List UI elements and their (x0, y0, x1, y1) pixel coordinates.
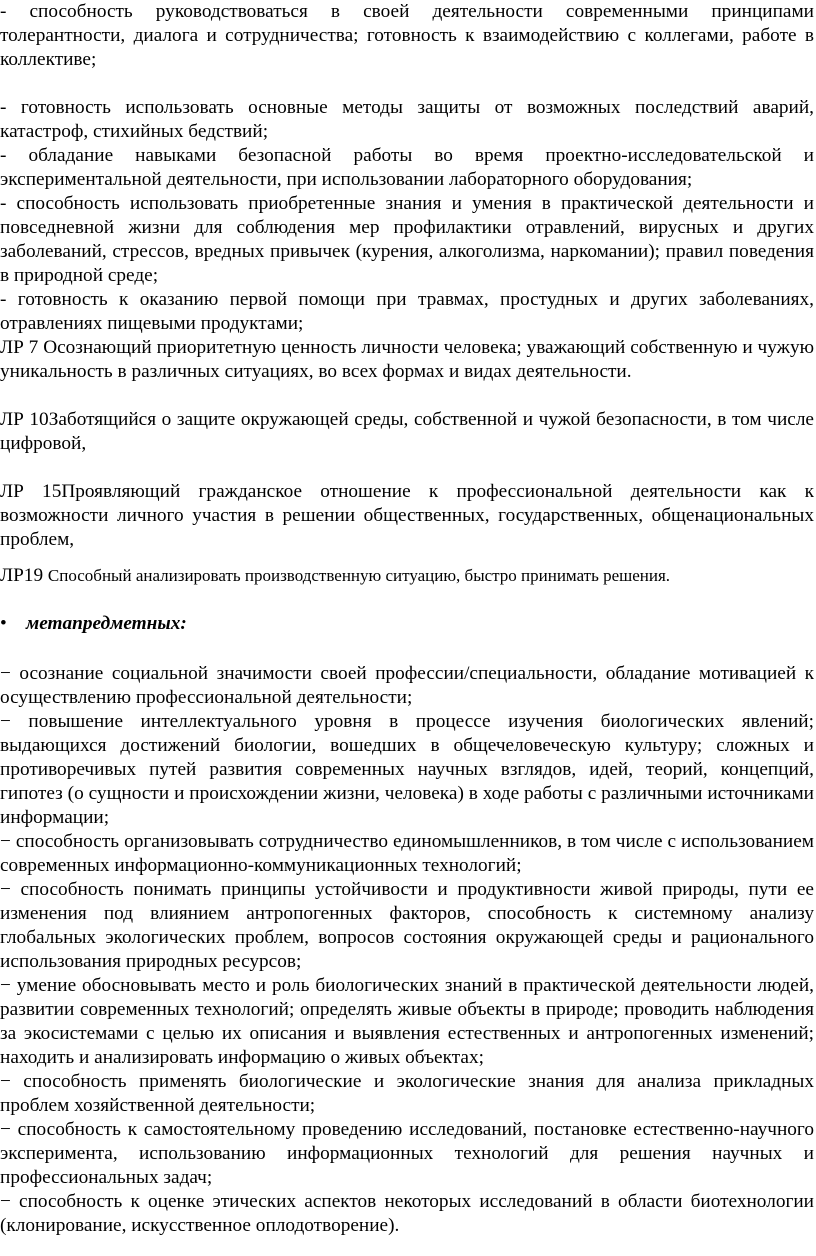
personal-item-prevention: - способность использовать приобретенные знания и умения в практической деятельности и повседневной жизни для соблюдения мер профилактики отравлений, вирусных и других заболеваний, стрессов, вредных привычек (курения, алкоголизма, наркомании); правил поведения в природной среде; (0, 193, 814, 286)
personal-item-lr10: ЛР 10Заботящийся о защите окружающей среды, собственной и чужой безопасности, в том числе цифровой, (0, 409, 814, 454)
metasubject-heading: метапредметных: (26, 613, 187, 634)
personal-item-safety: - обладание навыками безопасной работы во время проектно-исследовательской и экспериментальной деятельности, при использовании лабораторного оборудования; (0, 145, 814, 190)
personal-item-protection: - готовность использовать основные методы защиты от возможных последствий аварий, катастроф, стихийных бедствий; (0, 97, 814, 142)
meta-item-research: − способность к самостоятельному проведению исследований, постановке естественно-научного эксперимента, использованию информационных технологий для решения научных и профессиональных задач; (0, 1119, 814, 1188)
lr19-code: ЛР19 (0, 565, 48, 586)
meta-item-intellect: − повышение интеллектуального уровня в процессе изучения биологических явлений; выдающихся достижений биологии, вошедших в общечеловеческую культуру; сложных и противоречивых путей развития современных научных взглядов, идей, теорий, концепций, гипотез (о сущности и происхождении жизни, человека) в ходе работы с различными источниками информации; (0, 711, 814, 828)
section-heading-metasubject (0, 612, 814, 636)
personal-item-lr19 (0, 564, 814, 588)
meta-item-sustainability: − способность понимать принципы устойчивости и продуктивности живой природы, пути ее изменения под влиянием антропогенных факторов, способность к системному анализу глобальных экологических проблем, вопросов состояния окружающей среды и рационального использования природных ресурсов; (0, 879, 814, 972)
personal-item-tolerance: - способность руководствоваться в своей деятельности современными принципами толерантности, диалога и сотрудничества; готовность к взаимодействию с коллегами, работе в коллективе; (0, 1, 814, 70)
personal-item-first-aid: - готовность к оказанию первой помощи при травмах, простудных и других заболеваниях, отравлениях пищевыми продуктами; (0, 289, 814, 334)
meta-item-significance: − осознание социальной значимости своей профессии/специальности, обладание мотивацией к осуществлению профессиональной деятельности; (0, 663, 814, 708)
spacer (0, 588, 814, 612)
meta-item-knowledge-role: − умение обосновывать место и роль биологических знаний в практической деятельности людей, развитии современных технологий; определять живые объекты в природе; проводить наблюдения за экосистемами с целью их описания и выявления естественных и антропогенных изменений; находить и анализировать информацию о живых объектах; (0, 975, 814, 1068)
personal-item-lr15: ЛР 15Проявляющий гражданское отношение к профессиональной деятельности как к возможности личного участия в решении общественных, государственных, общенациональных проблем, (0, 481, 814, 550)
meta-item-applied: − способность применять биологические и экологические знания для анализа прикладных проблем хозяйственной деятельности; (0, 1071, 814, 1116)
bullet-icon: • (0, 613, 7, 634)
lr19-text: Способный анализировать производственную ситуацию, быстро принимать решения. (47, 566, 671, 585)
meta-item-ethics: − способность к оценке этических аспектов некоторых исследований в области биотехнологии (клонирование, искусственное оплодотворение). (0, 1191, 814, 1236)
personal-item-lr7: ЛР 7 Осознающий приоритетную ценность личности человека; уважающий собственную и чужую уникальность в различных ситуациях, во всех формах и видах деятельности. (0, 337, 814, 382)
meta-item-cooperation: − способность организовывать сотрудничество единомышленников, в том числе с использованием современных информационно-коммуникационных технологий; (0, 831, 814, 876)
